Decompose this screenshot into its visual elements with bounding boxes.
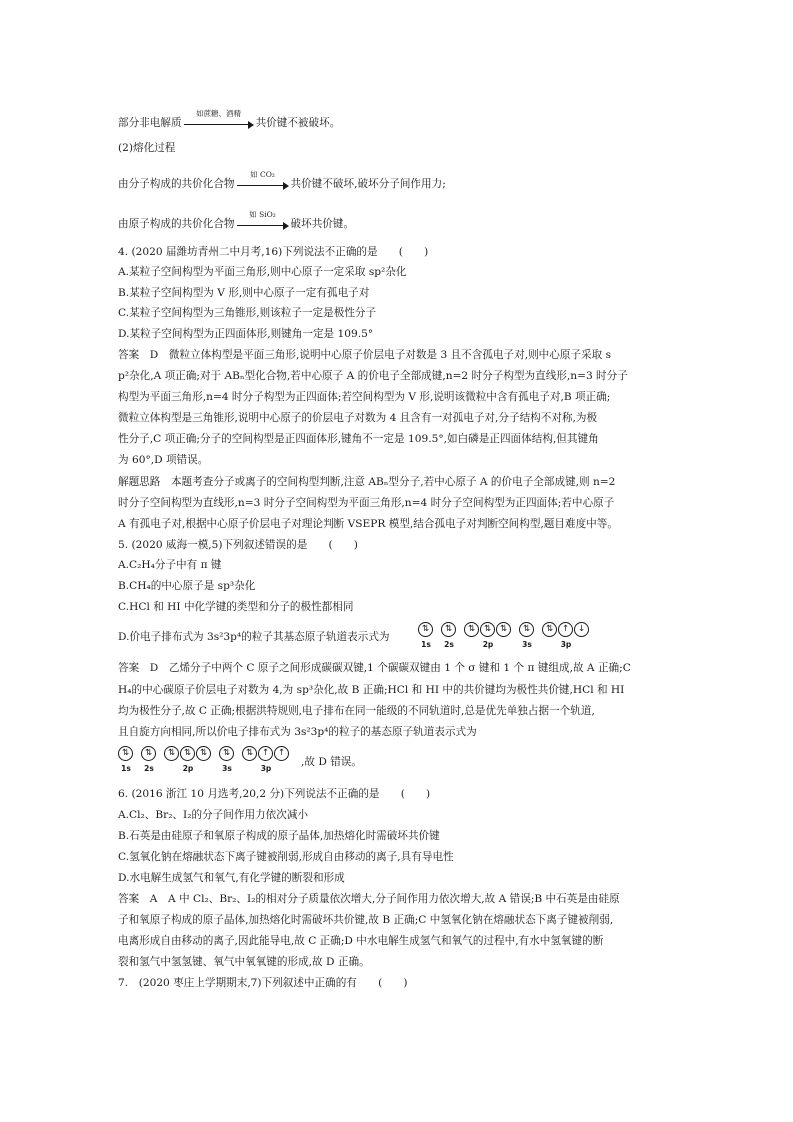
orbital-group: [242, 746, 290, 773]
answer-5-line: 均为极性分子,故 C 正确;根据洪特规则,电子排布在同一能级的不同轨道时,总是优先单独占据一个轨道,: [118, 705, 595, 717]
orbital-label: 1s: [121, 764, 131, 773]
analysis-4-line: 时分子空间构型为直线形,n=3 时分子空间构型为平面三角形,n=4 时分子空间构型为正四面体;若中心原子: [118, 497, 615, 509]
question-6: 6. (2016 浙江 10 月选考,20,2 分)下列说法不正确的是 ( ): [118, 788, 431, 800]
orbital-label: 2p: [182, 764, 194, 773]
option-4b: B.某粒子空间构型为 V 形,则中心原子一定有孤电子对: [118, 287, 370, 299]
orbital-box: ⇅: [196, 746, 211, 761]
orbital-group: [519, 622, 535, 649]
orbital-label: 3p: [260, 764, 272, 773]
text-nonelectrolyte: 部分非电解质: [118, 117, 182, 129]
answer-6-line: 电离形成自由移动的离子,因此能导电,故 C 正确;D 中水电解生成氢气和氧气的过程中,有水中氢氧键的断: [118, 935, 604, 947]
analysis-4-line: 解题思路 本题考查分子或离子的空间构型判断,注意 ABₙ型分子,若中心原子 A 的价电子全部成键,则 n=2: [118, 476, 616, 488]
answer-5-line: H₄的中心碳原子价层电子对数为 4,为 sp³杂化,故 B 正确;HCl 和 HI 中的共价键均为极性共价键,HCl 和 HI: [118, 684, 625, 696]
orbital-box: ⇅: [519, 622, 534, 637]
option-5b: B.CH₄的中心原子是 sp³杂化: [118, 580, 256, 592]
option-5c: C.HCl 和 HI 中化学键的类型和分子的极性都相同: [118, 601, 354, 613]
option-5d: D.价电子排布式为 3s²3p⁴的粒子其基态原子轨道表示式为: [118, 631, 390, 643]
orbital-label: 2s: [444, 640, 454, 649]
orbital-box: ⇅: [242, 746, 257, 761]
orbital-label: 3s: [222, 764, 232, 773]
orbital-box: ↑: [558, 622, 573, 637]
reaction-arrow: [237, 170, 289, 191]
orbital-group: [141, 746, 157, 773]
orbital-box: ⇅: [164, 746, 179, 761]
option-4c: C.某粒子空间构型为三角锥形,则该粒子一定是极性分子: [118, 307, 377, 319]
answer-5-line: 且自旋方向相同,所以价电子排布式为 3s²3p⁴的粒子的基态原子轨道表示式为: [118, 726, 477, 738]
orbital-box: ⇅: [542, 622, 557, 637]
orbital-label: 2p: [482, 640, 494, 649]
orbital-diagram-correct: [118, 746, 297, 773]
question-4: 4. (2020 届潍坊青州二中月考,16)下列说法不正确的是 ( ): [118, 246, 429, 258]
orbital-group: [441, 622, 457, 649]
arrow-label: 如 SiO₂: [249, 210, 276, 219]
analysis-4-line: A 有孤电子对,根据中心原子价层电子对理论判断 VSEPR 模型,结合孤电子对判断空间构型,题目难度中等。: [118, 518, 618, 530]
orbital-box: ⇅: [180, 746, 195, 761]
orbital-group: [418, 622, 434, 649]
orbital-box: ⇅: [496, 622, 511, 637]
answer-4-line: 构型为平面三角形,n=4 时分子构型为正四面体;若空间构型为 V 形,说明该微粒中含有孤电子对,B 项正确;: [118, 391, 611, 403]
answer-6-line: 子和氧原子构成的原子晶体,加热熔化时需破坏共价键,故 B 正确;C 中氢氧化钠在熔融状态下离子键被削弱,: [118, 914, 614, 926]
orbital-box: ⇅: [480, 622, 495, 637]
orbital-box: ⇅: [464, 622, 479, 637]
orbital-group: [219, 746, 235, 773]
answer-4-line: p²杂化,A 项正确;对于 ABₙ型化合物,若中心原子 A 的价电子全部成键,n=2 时分子构型为直线形,n=3 时分子: [118, 370, 628, 382]
line-molecular-compound: [118, 170, 446, 191]
orbital-label: 3s: [522, 640, 532, 649]
answer-6-line: 答案 A A 中 Cl₂、Br₂、I₂的相对分子质量依次增大,分子间作用力依次增大,故 A 错误;B 中石英是由硅原: [118, 893, 620, 905]
line-atomic-compound: [118, 210, 355, 231]
orbital-box: ⇅: [418, 622, 433, 637]
answer-6-line: 裂和氢气中氢氢键、氧气中氧氧键的形成,故 D 正确。: [118, 956, 370, 968]
orbital-box: ⇅: [441, 622, 456, 637]
option-6a: A.Cl₂、Br₂、I₂的分子间作用力依次减小: [118, 809, 309, 821]
reaction-arrow: [184, 109, 254, 130]
line-nonelectrolyte: [118, 109, 341, 130]
orbital-group: [542, 622, 590, 649]
option-6d: D.水电解生成氢气和氧气,有化学键的断裂和形成: [118, 872, 345, 884]
answer-4-line: 性分子,C 项正确;分子的空间构型是正四面体形,键角不一定是 109.5°,如白磷是正四面体结构,但其键角: [118, 433, 599, 445]
arrow-label: 如 CO₂: [250, 170, 275, 179]
answer-5-line: 答案 D 乙烯分子中两个 C 原子之间形成碳碳双键,1 个碳碳双键由 1 个 σ 键和 1 个 π 键组成,故 A 正确;C: [118, 662, 631, 674]
option-4d: D.某粒子空间构型为正四面体形,则键角一定是 109.5°: [118, 328, 374, 340]
section-heading-melting: (2)熔化过程: [118, 142, 176, 154]
option-6b: B.石英是由硅原子和氧原子构成的原子晶体,加热熔化时需破坏共价键: [118, 830, 440, 842]
answer-4-line: 答案 D 微粒立体构型是平面三角形,说明中心原子价层电子对数是 3 且不含孤电子对,则中心原子采取 s: [118, 349, 612, 361]
text-atomic-compound: 由原子构成的共价化合物: [118, 218, 235, 230]
orbital-group: [164, 746, 212, 773]
text-break-covalent: 破坏共价键。: [290, 218, 355, 230]
option-6c: C.氢氧化钠在熔融状态下离子键被削弱,形成自由移动的离子,具有导电性: [118, 851, 454, 863]
answer-4-line: 为 60°,D 项错误。: [118, 454, 209, 466]
question-7: 7. (2020 枣庄上学期期末,7)下列叙述中正确的有 ( ): [118, 977, 408, 989]
option-4a: A.某粒子空间构型为平面三角形,则中心原子一定采取 sp²杂化: [118, 266, 407, 278]
question-5: 5. (2020 威海一模,5)下列叙述错误的是 ( ): [118, 539, 358, 551]
orbital-box: ↑: [258, 746, 273, 761]
answer-4-line: 微粒立体构型是三角锥形,说明中心原子的价层电子对数为 4 且含有一对孤电子对,分子结构不对称,为极: [118, 412, 598, 424]
orbital-label: 2s: [144, 764, 154, 773]
text-intermolecular: 共价键不破坏,破坏分子间作用力;: [290, 178, 446, 190]
orbital-label: 3p: [560, 640, 572, 649]
reaction-arrow: [237, 210, 289, 231]
orbital-group: [464, 622, 512, 649]
orbital-box: ↑: [274, 746, 289, 761]
orbital-box: ⇅: [118, 746, 133, 761]
arrow-label: 如蔗糖、酒精: [196, 109, 242, 118]
orbital-label: 1s: [421, 640, 431, 649]
text-molecular-compound: 由分子构成的共价化合物: [118, 178, 235, 190]
text-not-broken: 共价键不被破坏。: [255, 117, 341, 129]
orbital-box: ↓: [574, 622, 589, 637]
orbital-box: ⇅: [141, 746, 156, 761]
orbital-group: [118, 746, 134, 773]
orbital-diagram-wrong: [418, 622, 597, 649]
option-5a: A.C₂H₄分子中有 π 键: [118, 559, 222, 571]
answer-5-end: ,故 D 错误。: [301, 756, 362, 768]
orbital-box: ⇅: [219, 746, 234, 761]
